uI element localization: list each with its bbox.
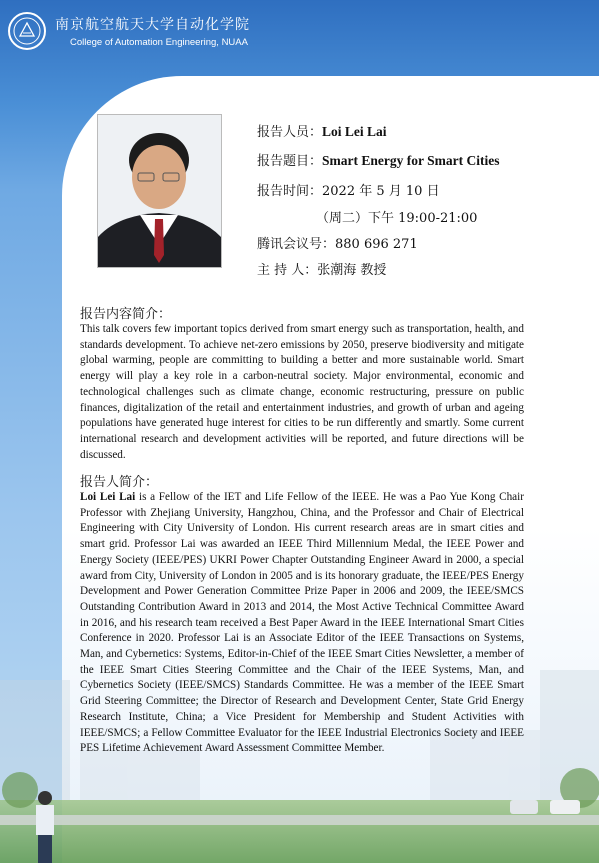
topic-row [257,150,499,169]
header-banner [0,0,599,62]
abstract-title: 报告内容简介： [80,307,172,322]
topic-value: Smart Energy for Smart Cities [322,153,500,168]
bio-paragraph [80,490,524,757]
speaker-row [257,121,387,140]
speaker-label: 报告人员： [257,125,323,140]
nuaa-logo-icon [8,12,46,50]
host-value: 张潮海 教授 [317,263,387,278]
topic-label: 报告题目： [257,154,323,169]
meeting-value: 880 696 271 [335,237,418,252]
host-label: 主 持 人： [257,263,318,278]
time-value-2: （周二）下午 19:00-21:00 [316,211,478,226]
bio-name: Loi Lei Lai [80,491,136,503]
time-row [257,180,440,199]
speaker-value: Loi Lei Lai [322,124,387,139]
university-name-en: College of Automation Engineering, NUAA [70,37,248,48]
time-label: 报告时间： [257,184,323,199]
time-value: 2022 年 5 月 10 日 [322,184,440,199]
bio-text: is a Fellow of the IET and Life Fellow of the IEEE. He was a Pao Yue Kong Chair Professor with Zhejiang University, Hangzhou, China, and the Professor and Chair of Electrical Engineering with City University of London. His current research areas are in smart cities and smart grid. Professor Lai was awarded an IEEE Third Millennium Medal, the IEEE Power and Energy Society (IEEE/PES) UKRI Power Chapter Outstanding Engineer Award in 2000, a special award from City, University of London in 2005 and is its honorary graduate, the IEEE/PES Energy Development and Power Generation Committee Prize Paper in 2006 and 2009, the IEEE/SMCS Outstanding Contribution Award in 2013 and 2014, the Most Active Technical Committee Award in 2016, and his research team received a Best Paper Award in the IEEE International Smart Cities Conference in 2020. Professor Lai is an Associate Editor of the IEEE Transactions on Systems, Man, and Cybernetics: Systems, Editor-in-Chief of the IEEE Smart Cities Newsletter, a member of the IEEE Smart Cities Steering Committee and the Chair of the IEEE Systems, Man, and Cybernetics Society (IEEE/SMCS) Standards Committee. He was a member of the IEEE Smart Grid Steering Committee; the Director of Research and Development Center, State Grid Energy Research Institute, China; a Vice President for Membership and Student Activities with IEEE/SMCS; a Fellow Committee Evaluator for the IEEE Industrial Electronics Society and IEEE PES Lifetime Achievement Award Assessment Committee Member. [80,491,524,755]
bio-title: 报告人简介： [80,475,159,490]
meeting-label: 腾讯会议号： [257,237,336,252]
abstract-text: This talk covers few important topics derived from smart energy such as transportation, health, and standards development. To achieve net-zero emissions by 2050, preserve biodiversity and mitigate global warming, people are committing to building a better and more sustainable world. Smart energy will play a key role in a carbon-neutral society. Major environmental, economic and technological challenges such as climate change, economic restructuring, pressure on public finances, digitalization of the retail and entertainment industries, and growth of urban and ageing populations have generated huge interest for cities to be run differently and smartly. Some current international research and development activities will be reported, and future directions will be discussed. [80,323,524,461]
host-row [257,259,386,278]
time-row-2 [316,207,477,226]
speaker-photo [97,114,222,268]
meeting-row [257,233,418,252]
university-name-cn: 南京航空航天大学自动化学院 [55,17,250,33]
